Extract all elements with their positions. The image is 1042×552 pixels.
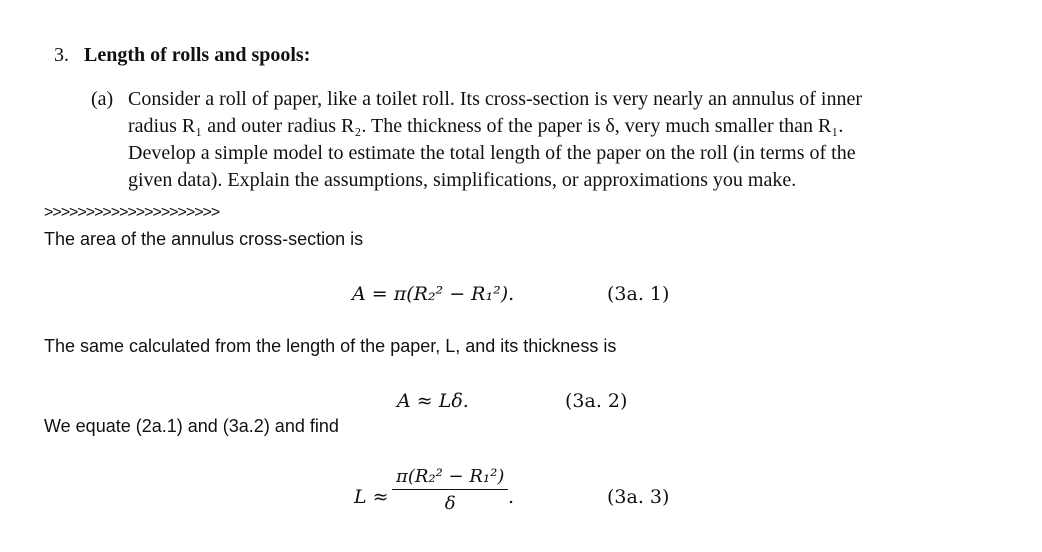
fraction-numerator: π(R₂² − R₁²): [396, 466, 505, 487]
equation-3a1-number: (3a. 1): [607, 283, 670, 305]
equation-3a3-lhs: L ≈: [354, 486, 389, 508]
part-text-line-4: given data). Explain the assumptions, simplifications, or approximations you make.: [128, 169, 797, 191]
equation-3a2-number: (3a. 2): [565, 390, 628, 412]
paragraph-length: The same calculated from the length of the paper, L, and its thickness is: [44, 336, 617, 356]
answer-separator: >>>>>>>>>>>>>>>>>>>>>: [44, 204, 220, 221]
paragraph-equate: We equate (2a.1) and (3a.2) and find: [44, 416, 339, 436]
paragraph-area: The area of the annulus cross-section is: [44, 229, 364, 249]
equation-3a1: A = π(R₂² − R₁²).: [352, 283, 515, 305]
part-text-line-2: radius R₁ and outer radius R₂. The thickness of the paper is δ, very much smaller than R₁.: [128, 115, 844, 137]
problem-number: 3.: [54, 44, 69, 66]
part-text-line-3: Develop a simple model to estimate the total length of the paper on the roll (in terms of the: [128, 142, 856, 164]
equation-3a2: A ≈ Lδ.: [397, 390, 469, 412]
equation-3a3-fraction: [392, 466, 508, 514]
fraction-denominator: δ: [444, 493, 456, 515]
part-label: (a): [91, 88, 114, 110]
equation-3a3-number: (3a. 3): [607, 486, 670, 508]
problem-title: Length of rolls and spools:: [84, 44, 311, 66]
part-text-line-1: Consider a roll of paper, like a toilet roll. Its cross-section is very nearly an annulus of inner: [128, 88, 862, 110]
equation-3a3-trail: .: [508, 486, 515, 508]
problem-heading: [54, 44, 310, 67]
